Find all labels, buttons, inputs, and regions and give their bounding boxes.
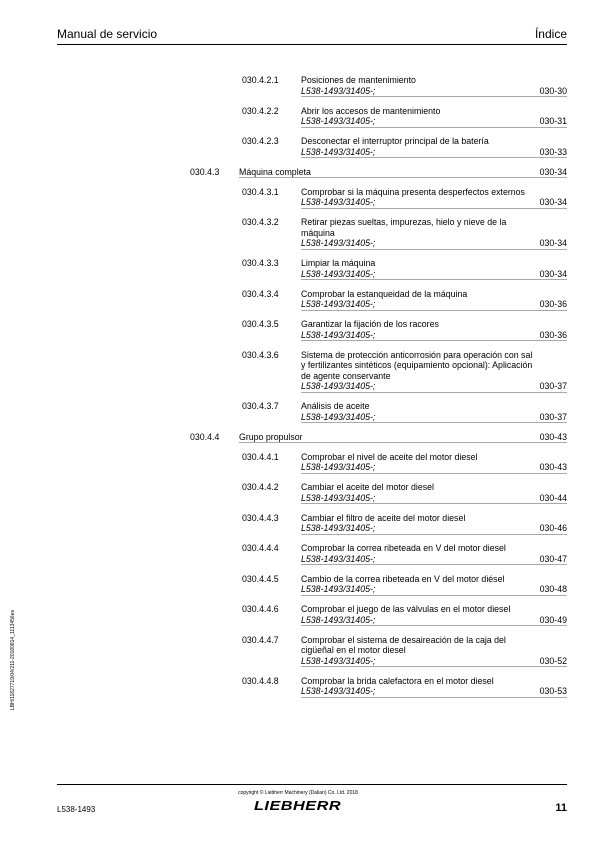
toc-entry[interactable] [0,136,596,157]
toc-entry-title: Abrir los accesos de mantenimiento [301,105,441,116]
toc-entry-number: 030.4.4.5 [242,573,279,584]
copyright-text: copyright © Liebherr Machinery (Dalian) Co. Ltd. 2018 [238,790,358,796]
toc-entry-ref: L538-1493/31405-; [301,85,376,96]
toc-entry-rule [301,279,567,280]
toc-entry-rule [301,340,567,341]
toc-entry[interactable] [0,187,596,208]
toc-entry-ref: L538-1493/31405-; [301,655,376,666]
toc-entry-page: 030-53 [539,686,567,696]
header-left: Manual de servicio [57,27,158,41]
toc-entry-title: Comprobar la brida calefactora en el motor diesel [301,675,494,686]
toc-entry[interactable] [0,574,596,595]
toc-entry-number: 030.4.4 [190,431,220,442]
toc-entry[interactable] [0,167,596,178]
header-right: Índice [534,27,567,41]
toc-entry-title: Comprobar el juego de las válvulas en el motor diesel [301,604,511,614]
toc-entry[interactable] [0,543,596,564]
toc-entry-page: 030-36 [539,329,567,340]
toc-entry-title: Garantizar la fijación de los racores [301,319,439,329]
toc-entry-title: Comprobar si la máquina presenta desperfectos externos [301,186,525,197]
toc-entry-ref: L538-1493/31405-; [301,238,376,248]
toc-entry-page: 030-47 [539,553,567,564]
table-of-contents [0,75,596,706]
toc-entry-page: 030-43 [539,462,567,472]
side-document-code: LBH/11827719/04/211-20180814_1113456es [10,610,16,710]
toc-entry-ref: L538-1493/31405-; [301,197,376,207]
toc-entry-ref: L538-1493/31405-; [301,411,376,422]
toc-entry-number: 030.4.2.1 [242,75,279,85]
toc-entry-rule [301,157,567,158]
toc-entry-rule [301,473,567,474]
toc-entry-rule [301,392,567,393]
toc-entry-ref: L538-1493/31405-; [301,299,376,309]
toc-entry-title: Desconectar el interruptor principal de la batería [301,136,489,146]
toc-entry-number: 030.4.3.6 [242,349,279,360]
toc-entry[interactable] [0,319,596,340]
toc-entry[interactable] [0,482,596,503]
toc-entry-page: 030-37 [539,381,567,391]
toc-entry-number: 030.4.3.4 [242,288,279,299]
toc-entry-ref: L538-1493/31405-; [301,584,376,594]
toc-entry[interactable] [0,350,596,392]
toc-entry[interactable] [0,513,596,534]
toc-entry[interactable] [0,258,596,279]
toc-entry-number: 030.4.3.2 [242,217,279,227]
toc-entry-page: 030-36 [539,299,567,309]
toc-entry-page: 030-48 [539,584,567,594]
toc-entry-rule [301,625,567,626]
toc-entry-rule [301,422,567,423]
toc-entry-rule [301,249,567,250]
toc-entry-title: Cambiar el filtro de aceite del motor diesel [301,512,466,523]
toc-entry[interactable] [0,217,596,249]
toc-entry-title: Análisis de aceite [301,401,370,411]
toc-entry-ref: L538-1493/31405-; [301,329,376,340]
toc-entry-ref: L538-1493/31405-; [301,686,376,696]
toc-entry[interactable] [0,432,596,443]
toc-entry-title: Comprobar la estanqueidad de la máquina [301,288,468,299]
toc-entry-page: 030-34 [539,238,567,248]
toc-entry-page: 030-34 [539,166,567,177]
toc-entry-title: Retirar piezas sueltas, impurezas, hielo y nieve de la máquina [301,217,507,238]
toc-entry-ref: L538-1493/31405-; [301,381,376,391]
toc-entry-rule [301,127,567,128]
toc-entry-number: 030.4.2.3 [242,136,279,146]
toc-entry-ref: L538-1493/31405-; [301,268,376,279]
toc-entry-number: 030.4.4.2 [242,482,279,492]
toc-entry-page: 030-43 [539,431,567,442]
toc-entry-title: Sistema de protección anticorrosión para operación con sal y fertilizantes sintéticos (equipamiento opcional): Aplicación de agente conservante [301,349,533,381]
toc-entry-ref: L538-1493/31405-; [301,116,376,126]
toc-entry-page: 030-49 [539,614,567,625]
toc-entry[interactable] [0,401,596,422]
toc-entry-number: 030.4.3.1 [242,186,279,197]
toc-entry-number: 030.4.4.6 [242,604,279,614]
toc-entry-title: Comprobar la correa ribeteada en V del motor diesel [301,543,506,553]
toc-entry[interactable] [0,75,596,96]
toc-entry[interactable] [0,289,596,310]
toc-entry-rule [301,666,567,667]
toc-entry-ref: L538-1493/31405-; [301,462,376,472]
toc-entry-page: 030-34 [539,197,567,207]
toc-entry-rule [301,595,567,596]
toc-entry[interactable] [0,452,596,473]
page-number: 11 [555,802,567,814]
toc-entry-page: 030-33 [539,146,567,157]
toc-entry-title: Máquina completa [239,166,311,177]
toc-entry-ref: L538-1493/31405-; [301,523,376,533]
toc-entry-rule [239,177,567,178]
toc-entry-page: 030-37 [539,411,567,422]
toc-entry-ref: L538-1493/31405-; [301,492,376,503]
toc-entry-number: 030.4.3 [190,166,220,177]
toc-entry-title: Posiciones de mantenimiento [301,75,416,85]
toc-entry-ref: L538-1493/31405-; [301,553,376,564]
toc-entry[interactable] [0,676,596,697]
toc-entry-number: 030.4.4.8 [242,675,279,686]
toc-entry-number: 030.4.4.1 [242,451,279,462]
toc-entry-number: 030.4.3.3 [242,258,279,268]
toc-entry[interactable] [0,604,596,625]
footer-model: L538-1493 [57,805,96,814]
toc-entry[interactable] [0,106,596,127]
toc-entry-number: 030.4.4.7 [242,634,279,645]
toc-entry-title: Comprobar el sistema de desaireación de la caja del cigüeñal en el motor diesel [301,634,506,655]
toc-entry-number: 030.4.2.2 [242,105,279,116]
toc-entry-number: 030.4.4.4 [242,543,279,553]
toc-entry-title: Cambiar el aceite del motor diesel [301,482,434,492]
toc-entry-ref: L538-1493/31405-; [301,146,376,157]
toc-entry-rule [301,697,567,698]
toc-entry[interactable] [0,635,596,667]
toc-entry-page: 030-46 [539,523,567,533]
toc-entry-page: 030-30 [539,85,567,96]
toc-entry-page: 030-31 [539,116,567,126]
toc-entry-page: 030-34 [539,268,567,279]
header-rule [57,44,567,45]
toc-entry-rule [301,310,567,311]
toc-entry-title: Limpiar la máquina [301,258,376,268]
footer-rule [57,784,567,785]
toc-entry-rule [301,208,567,209]
toc-entry-rule [301,96,567,97]
toc-entry-number: 030.4.4.3 [242,512,279,523]
toc-entry-title: Comprobar el nivel de aceite del motor diesel [301,451,478,462]
toc-entry-title: Grupo propulsor [239,431,303,442]
toc-entry-number: 030.4.3.7 [242,401,279,411]
toc-entry-title: Cambio de la correa ribeteada en V del motor diésel [301,573,505,584]
toc-entry-page: 030-44 [539,492,567,503]
toc-entry-ref: L538-1493/31405-; [301,614,376,625]
toc-entry-number: 030.4.3.5 [242,319,279,329]
toc-entry-page: 030-52 [539,655,567,666]
toc-entry-rule [301,564,567,565]
toc-entry-rule [301,503,567,504]
toc-entry-rule [301,534,567,535]
liebherr-logo: LIEBHERR [254,798,342,813]
toc-entry-rule [239,442,567,443]
